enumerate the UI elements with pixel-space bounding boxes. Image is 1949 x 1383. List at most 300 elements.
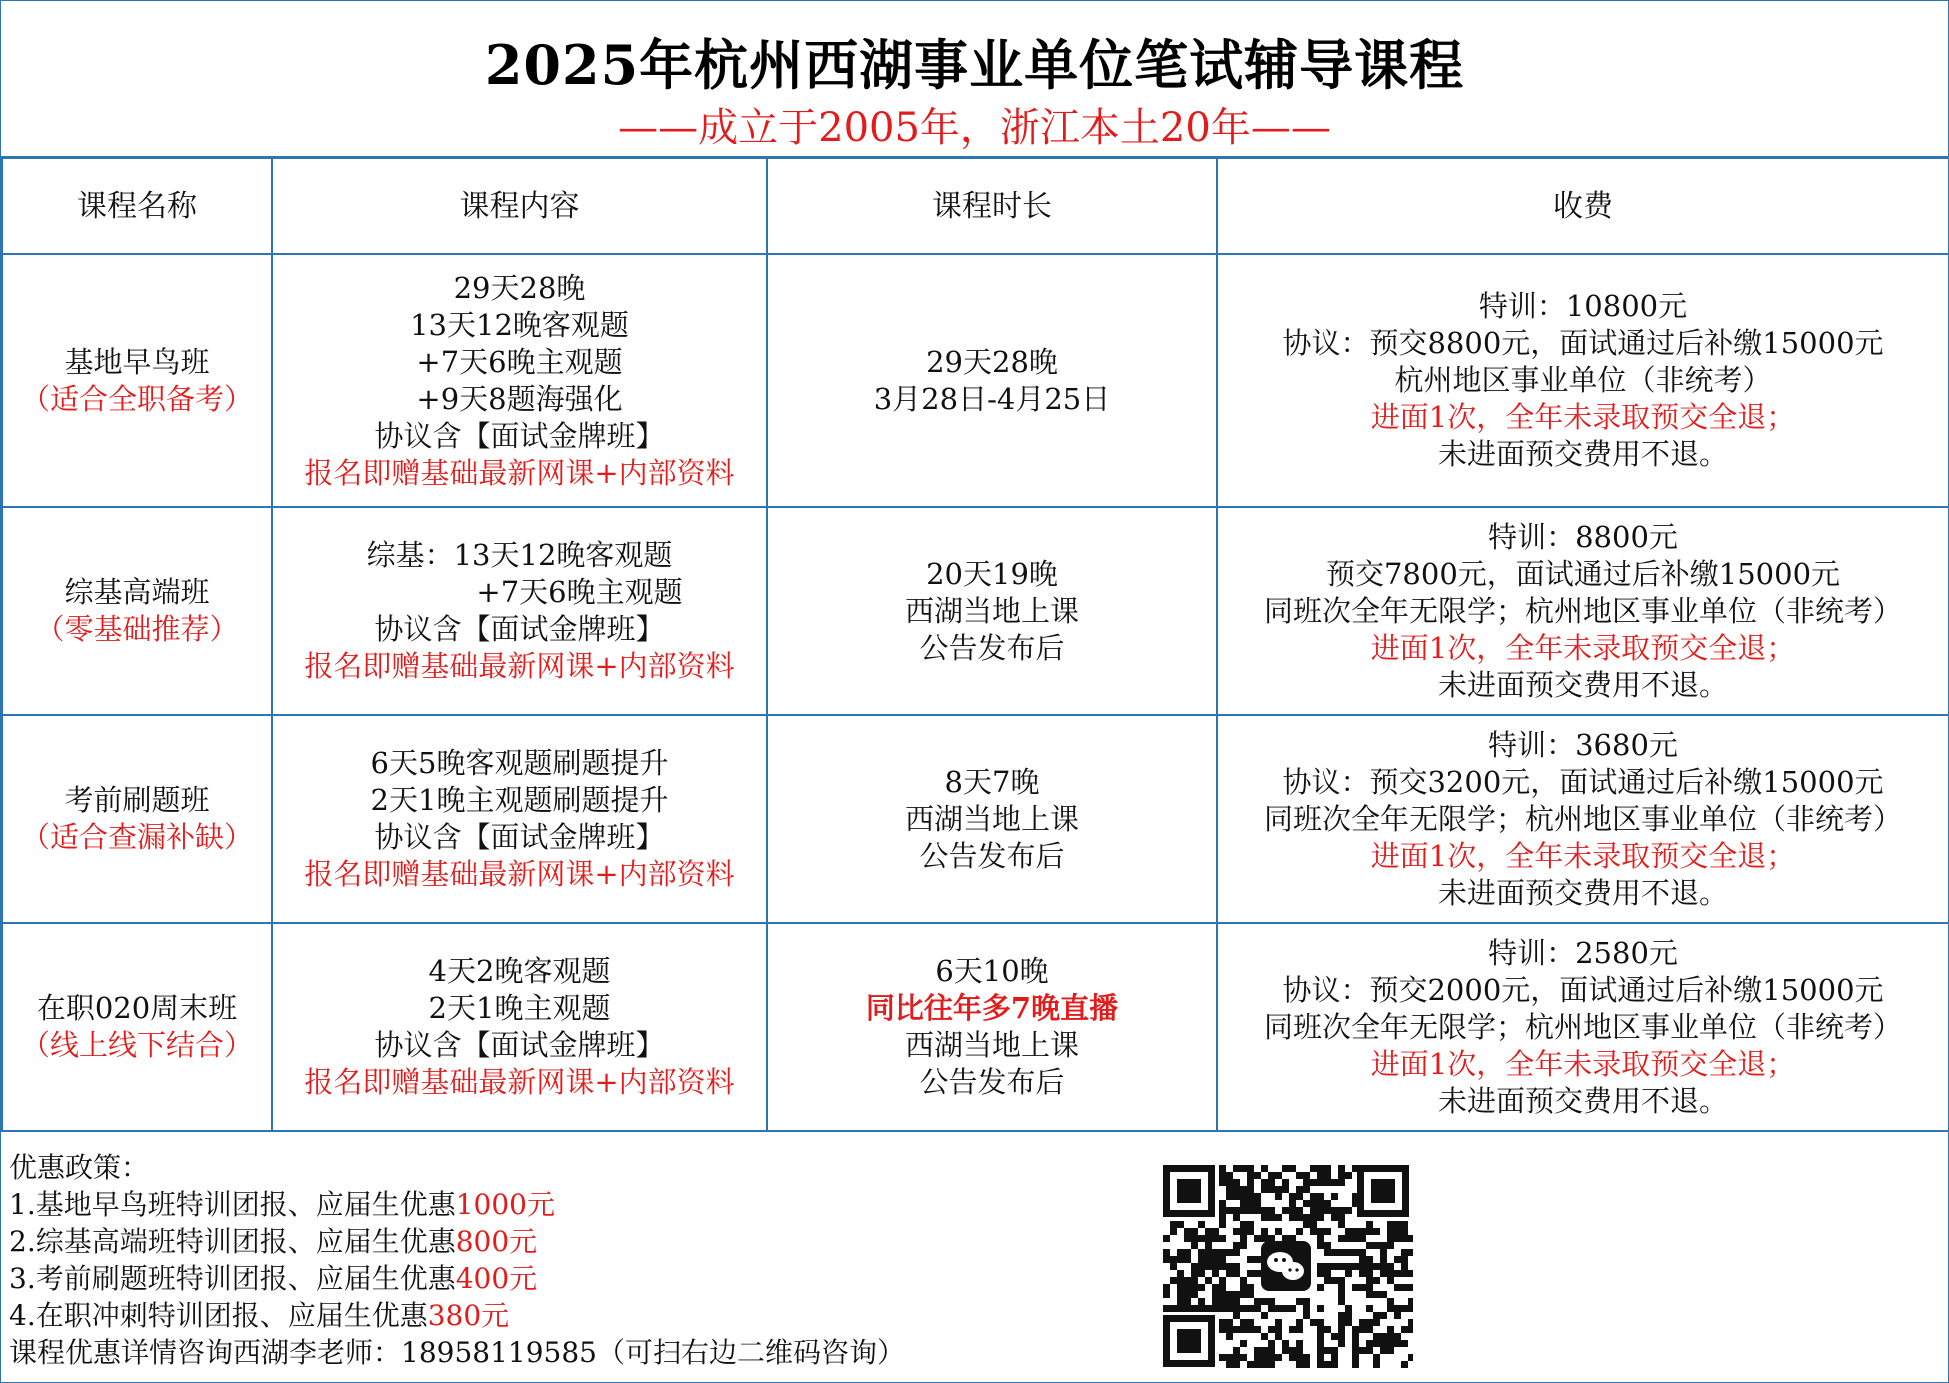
qr-module bbox=[1177, 1284, 1184, 1291]
qr-module bbox=[1184, 1284, 1191, 1291]
qr-module bbox=[1254, 1235, 1261, 1242]
course-name: 综基高端班 bbox=[64, 575, 210, 609]
qr-module bbox=[1324, 1361, 1331, 1368]
qr-module bbox=[1352, 1200, 1359, 1207]
qr-module bbox=[1345, 1172, 1352, 1179]
qr-module bbox=[1387, 1305, 1394, 1312]
qr-module bbox=[1338, 1263, 1345, 1270]
qr-module bbox=[1331, 1179, 1338, 1186]
qr-module bbox=[1373, 1263, 1380, 1270]
qr-module bbox=[1205, 1263, 1212, 1270]
duration-line: 8天7晚 bbox=[944, 764, 1040, 799]
qr-module bbox=[1359, 1270, 1366, 1277]
qr-module bbox=[1352, 1249, 1359, 1256]
qr-module bbox=[1401, 1249, 1408, 1256]
qr-module bbox=[1268, 1172, 1275, 1179]
qr-module bbox=[1408, 1249, 1413, 1256]
qr-module bbox=[1240, 1165, 1247, 1172]
qr-module bbox=[1184, 1277, 1191, 1284]
qr-module bbox=[1331, 1354, 1338, 1361]
fee-line: 杭州地区事业单位（非统考） bbox=[1394, 363, 1772, 397]
qr-module bbox=[1233, 1270, 1240, 1277]
qr-module bbox=[1303, 1200, 1310, 1207]
qr-module bbox=[1324, 1242, 1331, 1249]
qr-module bbox=[1212, 1284, 1219, 1291]
qr-module bbox=[1352, 1228, 1359, 1235]
qr-module bbox=[1401, 1284, 1408, 1291]
discount-item bbox=[9, 1186, 1109, 1223]
qr-module bbox=[1247, 1200, 1254, 1207]
qr-module bbox=[1380, 1242, 1387, 1249]
qr-module bbox=[1275, 1354, 1282, 1361]
qr-module bbox=[1191, 1270, 1198, 1277]
qr-module bbox=[1324, 1165, 1331, 1172]
qr-module bbox=[1387, 1347, 1394, 1354]
qr-module bbox=[1401, 1228, 1408, 1235]
qr-module bbox=[1177, 1291, 1184, 1298]
qr-module bbox=[1366, 1347, 1373, 1354]
qr-module bbox=[1226, 1179, 1233, 1186]
qr-module bbox=[1247, 1284, 1254, 1291]
course-duration-cell bbox=[767, 715, 1217, 923]
qr-module bbox=[1296, 1214, 1303, 1221]
qr-module bbox=[1240, 1242, 1247, 1249]
qr-module bbox=[1226, 1193, 1233, 1200]
qr-module bbox=[1317, 1172, 1324, 1179]
fee-refund-line: 进面1次，全年未录取预交全退； bbox=[1370, 630, 1796, 665]
qr-module bbox=[1394, 1256, 1401, 1263]
qr-module bbox=[1212, 1249, 1219, 1256]
qr-module bbox=[1338, 1326, 1345, 1333]
qr-module bbox=[1170, 1221, 1177, 1228]
qr-module bbox=[1261, 1354, 1268, 1361]
qr-module bbox=[1247, 1207, 1254, 1214]
content-line: 协议含【面试金牌班】 bbox=[374, 612, 665, 646]
qr-module bbox=[1317, 1340, 1324, 1347]
discount-heading: 优惠政策： bbox=[9, 1151, 150, 1184]
qr-module bbox=[1303, 1172, 1310, 1179]
qr-module bbox=[1233, 1326, 1240, 1333]
qr-module bbox=[1317, 1354, 1324, 1361]
fee-cell bbox=[1217, 715, 1949, 923]
qr-module bbox=[1191, 1277, 1198, 1284]
qr-module bbox=[1254, 1326, 1261, 1333]
qr-module bbox=[1310, 1200, 1317, 1207]
course-name: 基地早鸟班 bbox=[64, 344, 210, 379]
qr-module bbox=[1394, 1312, 1401, 1319]
qr-module bbox=[1247, 1319, 1254, 1326]
title-block bbox=[1, 1, 1948, 158]
qr-module bbox=[1296, 1193, 1303, 1200]
qr-module bbox=[1268, 1179, 1275, 1186]
qr-module bbox=[1331, 1347, 1338, 1354]
qr-module bbox=[1317, 1284, 1324, 1291]
qr-module bbox=[1296, 1340, 1303, 1347]
qr-module bbox=[1303, 1312, 1310, 1319]
qr-module bbox=[1338, 1333, 1345, 1340]
qr-module bbox=[1240, 1291, 1247, 1298]
qr-module bbox=[1359, 1235, 1366, 1242]
qr-module bbox=[1240, 1305, 1247, 1312]
qr-module bbox=[1268, 1361, 1275, 1368]
qr-module bbox=[1219, 1277, 1226, 1284]
qr-module bbox=[1226, 1326, 1233, 1333]
qr-module bbox=[1296, 1319, 1303, 1326]
content-gift-line: 报名即赠基础最新网课+内部资料 bbox=[304, 649, 735, 683]
qr-module bbox=[1184, 1291, 1191, 1298]
qr-module bbox=[1394, 1228, 1401, 1235]
qr-module bbox=[1387, 1242, 1394, 1249]
fee-line: 同班次全年无限学；杭州地区事业单位（非统考） bbox=[1263, 1009, 1902, 1044]
qr-module bbox=[1380, 1249, 1387, 1256]
qr-module bbox=[1303, 1179, 1310, 1186]
qr-module bbox=[1233, 1228, 1240, 1235]
qr-module bbox=[1219, 1179, 1226, 1186]
qr-module bbox=[1177, 1305, 1184, 1312]
qr-module bbox=[1317, 1214, 1324, 1221]
qr-module bbox=[1324, 1172, 1331, 1179]
qr-module bbox=[1317, 1235, 1324, 1242]
qr-module bbox=[1394, 1340, 1401, 1347]
qr-module bbox=[1233, 1249, 1240, 1256]
course-name-cell bbox=[2, 715, 272, 923]
qr-module bbox=[1289, 1207, 1296, 1214]
qr-module bbox=[1240, 1221, 1247, 1228]
qr-module bbox=[1401, 1361, 1408, 1368]
fee-cell bbox=[1217, 507, 1949, 715]
qr-module bbox=[1275, 1193, 1282, 1200]
course-content-cell bbox=[272, 923, 767, 1131]
discount-item bbox=[9, 1297, 1109, 1334]
qr-module bbox=[1254, 1256, 1261, 1263]
qr-module bbox=[1219, 1326, 1226, 1333]
duration-line: 公告发布后 bbox=[919, 838, 1065, 873]
qr-module bbox=[1380, 1270, 1387, 1277]
qr-module bbox=[1212, 1235, 1219, 1242]
qr-module bbox=[1191, 1242, 1198, 1249]
qr-module bbox=[1324, 1347, 1331, 1354]
table-row bbox=[2, 715, 1949, 923]
qr-module bbox=[1226, 1270, 1233, 1277]
qr-module bbox=[1247, 1186, 1254, 1193]
course-tag: （线上线下结合） bbox=[20, 1028, 253, 1062]
qr-module bbox=[1345, 1263, 1352, 1270]
qr-module bbox=[1408, 1270, 1413, 1277]
qr-module bbox=[1240, 1193, 1247, 1200]
qr-module bbox=[1254, 1207, 1261, 1214]
qr-module bbox=[1163, 1256, 1170, 1263]
qr-module bbox=[1366, 1305, 1373, 1312]
qr-module bbox=[1352, 1361, 1359, 1368]
fee-line: 特训：2580元 bbox=[1488, 935, 1678, 970]
qr-module bbox=[1366, 1221, 1373, 1228]
qr-module bbox=[1352, 1165, 1359, 1172]
content-line: 2天1晚主观题刷题提升 bbox=[370, 783, 669, 817]
qr-module bbox=[1170, 1277, 1177, 1284]
qr-module bbox=[1401, 1305, 1408, 1312]
qr-module bbox=[1366, 1284, 1373, 1291]
qr-module bbox=[1198, 1270, 1205, 1277]
course-content-cell bbox=[272, 715, 767, 923]
qr-module bbox=[1338, 1172, 1345, 1179]
qr-module bbox=[1296, 1354, 1303, 1361]
qr-module bbox=[1401, 1270, 1408, 1277]
qr-module bbox=[1170, 1228, 1177, 1235]
qr-module bbox=[1359, 1228, 1366, 1235]
qr-module bbox=[1352, 1235, 1359, 1242]
qr-module bbox=[1205, 1256, 1212, 1263]
qr-module bbox=[1261, 1207, 1268, 1214]
qr-module bbox=[1310, 1193, 1317, 1200]
qr-module bbox=[1219, 1256, 1226, 1263]
qr-module bbox=[1366, 1256, 1373, 1263]
fee-refund-line: 进面1次，全年未录取预交全退； bbox=[1370, 1046, 1796, 1081]
qr-module bbox=[1247, 1361, 1254, 1368]
qr-module bbox=[1317, 1305, 1324, 1312]
qr-module bbox=[1247, 1221, 1254, 1228]
qr-module bbox=[1338, 1291, 1345, 1298]
course-name-cell bbox=[2, 507, 272, 715]
qr-module bbox=[1233, 1291, 1240, 1298]
qr-module bbox=[1254, 1270, 1261, 1277]
qr-module bbox=[1324, 1228, 1331, 1235]
qr-module bbox=[1261, 1347, 1268, 1354]
qr-module bbox=[1268, 1298, 1275, 1305]
qr-module bbox=[1261, 1214, 1268, 1221]
fee-line: 协议：预交2000元，面试通过后补缴15000元 bbox=[1282, 972, 1884, 1007]
qr-module bbox=[1289, 1354, 1296, 1361]
qr-module bbox=[1366, 1270, 1373, 1277]
qr-module bbox=[1317, 1179, 1324, 1186]
qr-module bbox=[1359, 1249, 1366, 1256]
qr-module bbox=[1338, 1312, 1345, 1319]
qr-module bbox=[1289, 1347, 1296, 1354]
qr-module bbox=[1394, 1305, 1401, 1312]
qr-module bbox=[1254, 1305, 1261, 1312]
course-name-cell bbox=[2, 923, 272, 1131]
qr-module bbox=[1163, 1235, 1170, 1242]
qr-module bbox=[1338, 1179, 1345, 1186]
qr-module bbox=[1373, 1312, 1380, 1319]
fee-line: 特训：8800元 bbox=[1488, 519, 1678, 554]
qr-module bbox=[1219, 1249, 1226, 1256]
qr-module bbox=[1324, 1326, 1331, 1333]
qr-module bbox=[1212, 1270, 1219, 1277]
qr-module bbox=[1331, 1214, 1338, 1221]
qr-module bbox=[1247, 1270, 1254, 1277]
qr-module bbox=[1219, 1165, 1226, 1172]
fee-refund-line: 进面1次，全年未录取预交全退； bbox=[1370, 838, 1796, 873]
qr-module bbox=[1303, 1214, 1310, 1221]
qr-module bbox=[1408, 1319, 1413, 1326]
content-line: 4天2晚客观题 bbox=[428, 954, 611, 988]
content-gift-line: 报名即赠基础最新网课+内部资料 bbox=[304, 857, 735, 891]
qr-module bbox=[1198, 1235, 1205, 1242]
fee-line: 同班次全年无限学；杭州地区事业单位（非统考） bbox=[1263, 593, 1902, 628]
qr-module bbox=[1170, 1263, 1177, 1270]
content-line: 协议含【面试金牌班】 bbox=[374, 1028, 665, 1062]
qr-module bbox=[1268, 1207, 1275, 1214]
qr-module bbox=[1310, 1214, 1317, 1221]
course-content-cell bbox=[272, 507, 767, 715]
qr-module bbox=[1317, 1326, 1324, 1333]
qr-module bbox=[1366, 1340, 1373, 1347]
qr-module bbox=[1219, 1354, 1226, 1361]
qr-module bbox=[1184, 1235, 1191, 1242]
qr-module bbox=[1296, 1347, 1303, 1354]
qr-module bbox=[1352, 1193, 1359, 1200]
discount-text: 2.综基高端班特训团报、应届生优惠 bbox=[9, 1225, 456, 1258]
qr-module bbox=[1254, 1347, 1261, 1354]
qr-module bbox=[1310, 1207, 1317, 1214]
qr-module bbox=[1310, 1165, 1317, 1172]
qr-module bbox=[1282, 1305, 1289, 1312]
qr-module bbox=[1268, 1186, 1275, 1193]
qr-module bbox=[1205, 1235, 1212, 1242]
wechat-qr-code-icon[interactable] bbox=[1159, 1161, 1413, 1371]
course-table bbox=[1, 157, 1949, 1132]
qr-module bbox=[1240, 1277, 1247, 1284]
course-content-cell bbox=[272, 254, 767, 507]
fee-line: 未进面预交费用不退。 bbox=[1437, 875, 1728, 910]
qr-module bbox=[1226, 1361, 1233, 1368]
qr-module bbox=[1338, 1277, 1345, 1284]
qr-module bbox=[1247, 1291, 1254, 1298]
qr-module bbox=[1373, 1333, 1380, 1340]
qr-module bbox=[1387, 1340, 1394, 1347]
qr-module bbox=[1177, 1270, 1184, 1277]
content-line: +7天6晚主观题 bbox=[476, 575, 683, 609]
qr-module bbox=[1317, 1207, 1324, 1214]
content-line: +9天8题海强化 bbox=[416, 381, 623, 416]
qr-module bbox=[1254, 1354, 1261, 1361]
qr-module bbox=[1373, 1319, 1380, 1326]
qr-module bbox=[1394, 1235, 1401, 1242]
qr-module bbox=[1324, 1263, 1331, 1270]
qr-module bbox=[1317, 1347, 1324, 1354]
qr-module bbox=[1352, 1333, 1359, 1340]
qr-module bbox=[1184, 1228, 1191, 1235]
qr-module bbox=[1205, 1249, 1212, 1256]
qr-module bbox=[1338, 1207, 1345, 1214]
qr-module bbox=[1338, 1284, 1345, 1291]
duration-highlight: 同比往年多7晚直播 bbox=[865, 991, 1119, 1025]
qr-module bbox=[1275, 1305, 1282, 1312]
qr-module bbox=[1366, 1277, 1373, 1284]
qr-module bbox=[1338, 1214, 1345, 1221]
content-gift-line: 报名即赠基础最新网课+内部资料 bbox=[304, 455, 735, 490]
qr-module bbox=[1408, 1235, 1413, 1242]
duration-line: 公告发布后 bbox=[919, 630, 1065, 665]
header-fee: 收费 bbox=[1217, 158, 1949, 254]
qr-module bbox=[1359, 1256, 1366, 1263]
qr-module bbox=[1338, 1235, 1345, 1242]
qr-module bbox=[1338, 1319, 1345, 1326]
qr-module bbox=[1275, 1214, 1282, 1221]
duration-line: 20天19晚 bbox=[926, 556, 1058, 591]
qr-module bbox=[1317, 1200, 1324, 1207]
qr-module bbox=[1261, 1312, 1268, 1319]
duration-line: 西湖当地上课 bbox=[904, 801, 1079, 836]
qr-module bbox=[1233, 1361, 1240, 1368]
qr-module bbox=[1191, 1228, 1198, 1235]
qr-module bbox=[1233, 1347, 1240, 1354]
qr-module bbox=[1345, 1228, 1352, 1235]
qr-module bbox=[1401, 1326, 1408, 1333]
qr-module bbox=[1345, 1305, 1352, 1312]
qr-module bbox=[1219, 1284, 1226, 1291]
qr-module bbox=[1247, 1326, 1254, 1333]
qr-module bbox=[1401, 1235, 1408, 1242]
qr-module bbox=[1184, 1298, 1191, 1305]
qr-module bbox=[1373, 1228, 1380, 1235]
qr-module bbox=[1261, 1186, 1268, 1193]
qr-module bbox=[1303, 1298, 1310, 1305]
qr-module bbox=[1261, 1298, 1268, 1305]
qr-module bbox=[1226, 1319, 1233, 1326]
qr-module bbox=[1163, 1305, 1170, 1312]
qr-module bbox=[1317, 1333, 1324, 1340]
qr-module bbox=[1275, 1326, 1282, 1333]
contact-line: 课程优惠详情咨询西湖李老师：18958119585（可扫右边二维码咨询） bbox=[9, 1336, 905, 1369]
table-header-row bbox=[2, 158, 1949, 254]
qr-module bbox=[1310, 1179, 1317, 1186]
qr-module bbox=[1345, 1207, 1352, 1214]
qr-module bbox=[1366, 1263, 1373, 1270]
qr-module bbox=[1359, 1319, 1366, 1326]
qr-module bbox=[1212, 1298, 1219, 1305]
qr-module bbox=[1198, 1298, 1205, 1305]
duration-line: 6天10晚 bbox=[935, 954, 1049, 988]
qr-module bbox=[1240, 1228, 1247, 1235]
fee-line: 同班次全年无限学；杭州地区事业单位（非统考） bbox=[1263, 801, 1902, 836]
qr-module bbox=[1310, 1319, 1317, 1326]
qr-module bbox=[1219, 1214, 1226, 1221]
qr-module bbox=[1303, 1221, 1310, 1228]
qr-module bbox=[1240, 1207, 1247, 1214]
qr-module bbox=[1366, 1319, 1373, 1326]
qr-module bbox=[1170, 1305, 1177, 1312]
qr-module bbox=[1352, 1326, 1359, 1333]
qr-module bbox=[1198, 1305, 1205, 1312]
qr-module bbox=[1275, 1319, 1282, 1326]
qr-module bbox=[1191, 1263, 1198, 1270]
qr-module bbox=[1359, 1263, 1366, 1270]
qr-module bbox=[1317, 1319, 1324, 1326]
qr-module bbox=[1324, 1207, 1331, 1214]
qr-module bbox=[1226, 1249, 1233, 1256]
fee-line: 特训：10800元 bbox=[1478, 289, 1688, 323]
qr-module bbox=[1303, 1305, 1310, 1312]
qr-module bbox=[1177, 1256, 1184, 1263]
discount-amount: 400元 bbox=[455, 1262, 538, 1295]
qr-module bbox=[1317, 1361, 1324, 1368]
qr-module bbox=[1380, 1312, 1387, 1319]
qr-module bbox=[1352, 1347, 1359, 1354]
course-duration-cell bbox=[767, 923, 1217, 1131]
qr-module bbox=[1373, 1277, 1380, 1284]
table-row bbox=[2, 254, 1949, 507]
qr-module bbox=[1408, 1284, 1413, 1291]
qr-module bbox=[1219, 1298, 1226, 1305]
content-line: 29天28晚 bbox=[453, 270, 586, 305]
qr-module bbox=[1317, 1193, 1324, 1200]
qr-module bbox=[1324, 1270, 1331, 1277]
qr-module bbox=[1380, 1256, 1387, 1263]
qr-module bbox=[1317, 1242, 1324, 1249]
qr-module bbox=[1275, 1186, 1282, 1193]
qr-module bbox=[1324, 1277, 1331, 1284]
